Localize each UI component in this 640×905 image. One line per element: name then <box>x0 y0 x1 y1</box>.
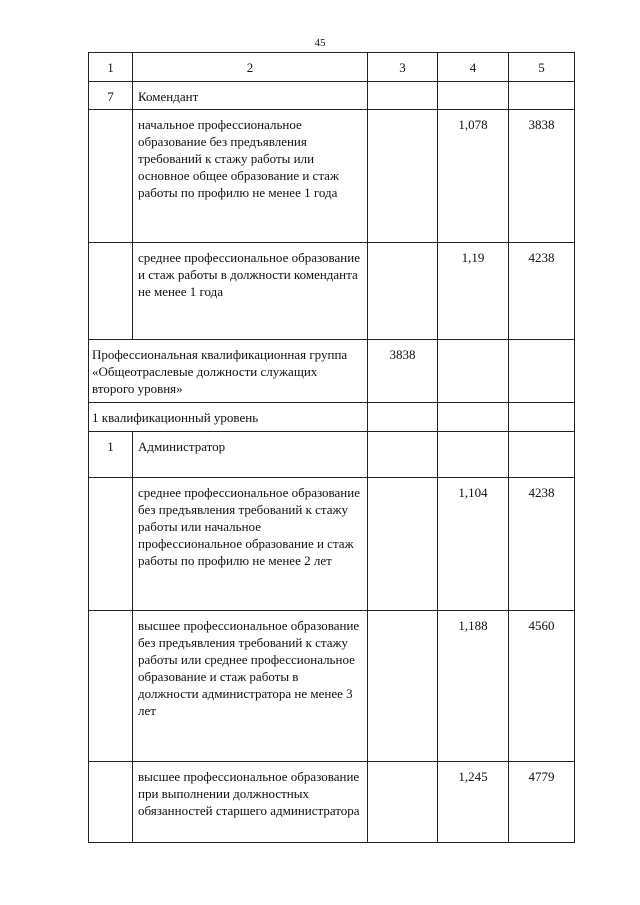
coefficient <box>438 403 509 432</box>
table-row <box>89 243 575 340</box>
position-title: Комендант <box>133 82 368 110</box>
table-row <box>89 611 575 762</box>
base-salary <box>368 762 438 843</box>
position-title: Администратор <box>133 432 368 478</box>
salary-table <box>88 52 575 843</box>
coefficient: 1,188 <box>438 611 509 762</box>
base-salary <box>368 110 438 243</box>
coefficient: 1,245 <box>438 762 509 843</box>
row-number <box>89 611 133 762</box>
base-salary: 3838 <box>368 340 438 403</box>
page-number: 45 <box>314 37 326 49</box>
header-cell-5: 5 <box>509 53 575 82</box>
row-number <box>89 110 133 243</box>
base-salary <box>368 478 438 611</box>
coefficient <box>438 340 509 403</box>
header-cell-4: 4 <box>438 53 509 82</box>
requirement-text: высшее профессиональное образование при выполнении должностных обязанностей старшего администратора <box>133 762 368 843</box>
base-salary <box>368 432 438 478</box>
header-cell-1: 1 <box>89 53 133 82</box>
salary: 4779 <box>509 762 575 843</box>
qualification-group-title: Профессиональная квалификационная группа «Общеотраслевые должности служащих второго уровня» <box>89 340 368 403</box>
base-salary <box>368 82 438 110</box>
coefficient: 1,078 <box>438 110 509 243</box>
row-number: 1 <box>89 432 133 478</box>
coefficient: 1,104 <box>438 478 509 611</box>
row-number <box>89 478 133 611</box>
salary: 4238 <box>509 243 575 340</box>
base-salary <box>368 403 438 432</box>
table-row <box>89 82 575 110</box>
row-number: 7 <box>89 82 133 110</box>
salary <box>509 82 575 110</box>
table-row-level <box>89 403 575 432</box>
coefficient: 1,19 <box>438 243 509 340</box>
table-header-row <box>89 53 575 82</box>
table-row <box>89 110 575 243</box>
coefficient <box>438 82 509 110</box>
requirement-text: среднее профессиональное образование и стаж работы в должности коменданта не менее 1 года <box>133 243 368 340</box>
requirement-text: среднее профессиональное образование без предъявления требований к стажу работы или начальное профессиональное образование и стаж работы по профилю не менее 2 лет <box>133 478 368 611</box>
salary: 3838 <box>509 110 575 243</box>
header-cell-2: 2 <box>133 53 368 82</box>
salary: 4560 <box>509 611 575 762</box>
row-number <box>89 243 133 340</box>
header-cell-3: 3 <box>368 53 438 82</box>
requirement-text: высшее профессиональное образование без предъявления требований к стажу работы или среднее профессиональное образование и стаж работы в должности администратора не менее 3 лет <box>133 611 368 762</box>
salary <box>509 432 575 478</box>
base-salary <box>368 243 438 340</box>
table-row-group <box>89 340 575 403</box>
salary <box>509 403 575 432</box>
row-number <box>89 762 133 843</box>
salary <box>509 340 575 403</box>
qualification-level-title: 1 квалификационный уровень <box>89 403 368 432</box>
coefficient <box>438 432 509 478</box>
salary: 4238 <box>509 478 575 611</box>
table-row <box>89 432 575 478</box>
requirement-text: начальное профессиональное образование без предъявления требований к стажу работы или основное общее образование и стаж работы по профилю не менее 1 года <box>133 110 368 243</box>
base-salary <box>368 611 438 762</box>
table-row <box>89 762 575 843</box>
table-row <box>89 478 575 611</box>
